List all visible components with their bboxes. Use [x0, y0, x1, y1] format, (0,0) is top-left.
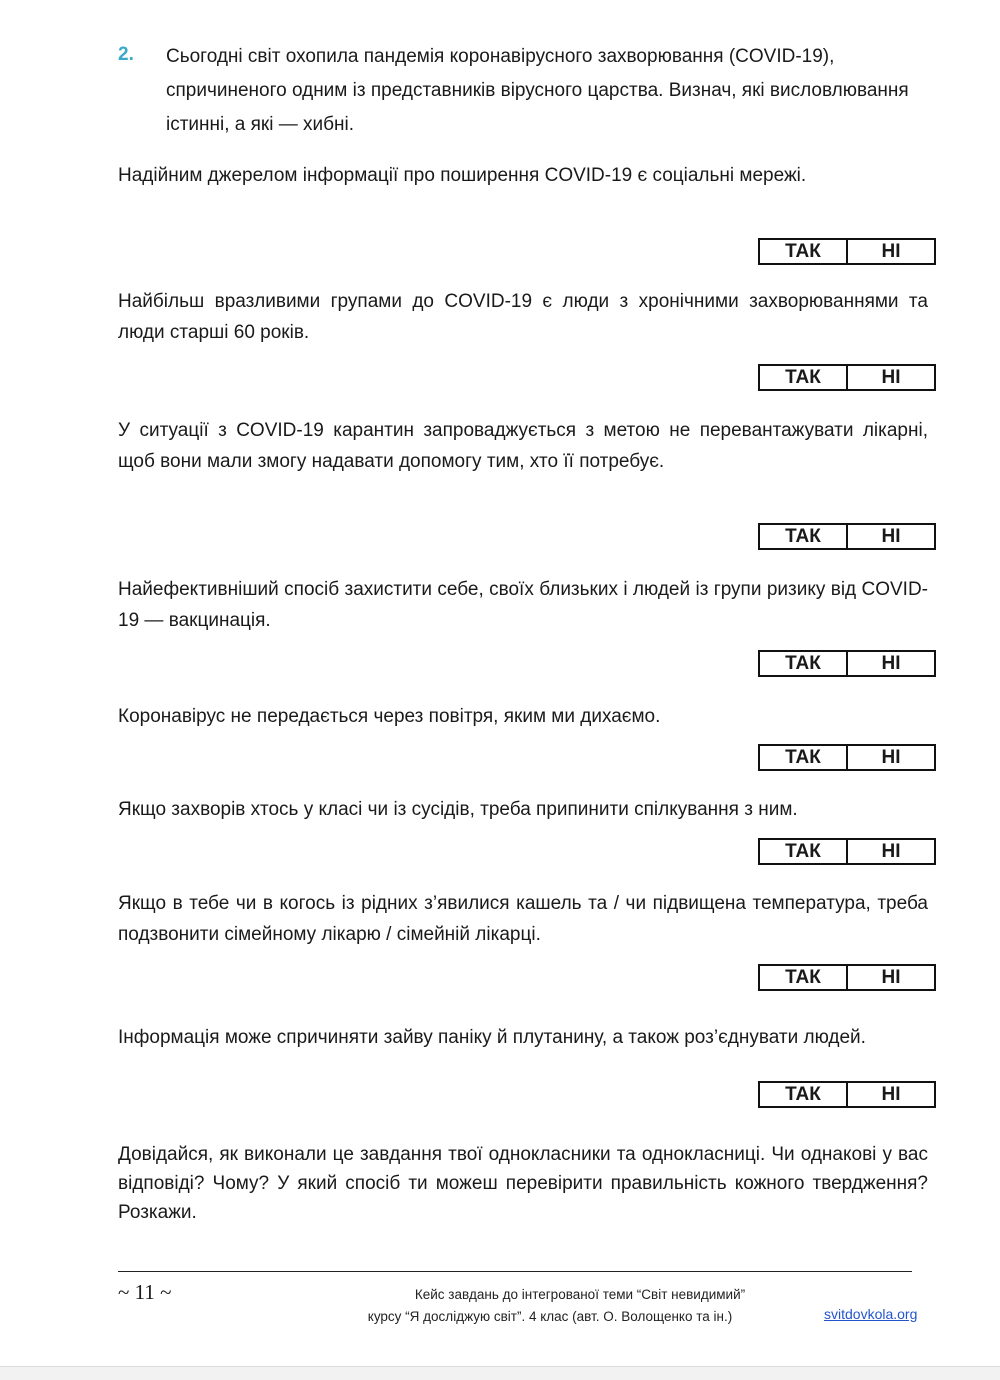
statement-7: Якщо в тебе чи в когось із рідних з’явилися кашель та / чи підвищена температура, треба подзвонити сімейному лікарю / сімейній лікарці. — [118, 893, 928, 945]
yes-option-5[interactable]: ТАК — [785, 746, 821, 768]
no-option-1[interactable]: НІ — [846, 240, 934, 263]
yes-option-4[interactable]: ТАК — [785, 652, 821, 674]
footer-caption — [300, 1284, 800, 1328]
yes-option-1[interactable]: ТАК — [785, 240, 821, 262]
answer-box-5 — [758, 744, 936, 771]
yes-option-8[interactable]: ТАК — [785, 1083, 821, 1105]
answer-box-2 — [758, 364, 936, 391]
statement-1: Надійним джерелом інформації про поширення COVID-19 є соціальні мережі. — [118, 165, 807, 186]
no-option-8[interactable]: НІ — [846, 1083, 934, 1106]
yes-option-7[interactable]: ТАК — [785, 966, 821, 988]
answer-box-6 — [758, 838, 936, 865]
statement-4: Найефективніший спосіб захистити себе, своїх близьких і людей із групи ризику від COVID-19 — вакцинація. — [118, 579, 928, 631]
task-number: 2. — [118, 44, 134, 65]
answer-box-7 — [758, 964, 936, 991]
no-option-6[interactable]: НІ — [846, 840, 934, 863]
site-link[interactable]: svitdovkola.org — [824, 1306, 918, 1322]
final-question: Довідайся, як виконали це завдання твої однокласники та однокласниці. Чи однакові у вас відповіді? Чому? У який спосіб ти можеш перевірити правильність кожного твердження? Розкажи. — [118, 1144, 928, 1223]
statement-2: Найбільш вразливими групами до COVID-19 є люди з хронічними захворюваннями та люди старші 60 років. — [118, 291, 928, 343]
answer-box-1 — [758, 238, 936, 265]
page-number: ~ 11 ~ — [118, 1280, 172, 1304]
statement-5: Коронавірус не передається через повітря, яким ми дихаємо. — [118, 706, 661, 727]
statement-6: Якщо захворів хтось у класі чи із сусідів, треба припинити спілкування з ним. — [118, 799, 798, 820]
answer-box-8 — [758, 1081, 936, 1108]
page-bottom-edge — [0, 1366, 1000, 1380]
footer-caption-line-2: курсу “Я досліджую світ”. 4 клас (авт. О. Волощенко та ін.) — [367, 1309, 733, 1324]
footer-caption-line-1: Кейс завдань до інтегрованої теми “Світ невидимий” — [414, 1287, 746, 1302]
no-option-2[interactable]: НІ — [846, 366, 934, 389]
statement-3: У ситуації з COVID-19 карантин запроваджується з метою не перевантажувати лікарні, щоб вони мали змогу надавати допомогу тим, хто її потребує. — [118, 420, 928, 472]
no-option-4[interactable]: НІ — [846, 652, 934, 675]
yes-option-3[interactable]: ТАК — [785, 525, 821, 547]
statement-8: Інформація може спричиняти зайву паніку й плутанину, а також роз’єднувати людей. — [118, 1027, 866, 1048]
answer-box-4 — [758, 650, 936, 677]
task-text: Сьогодні світ охопила пандемія коронавірусного захворювання (COVID-19), спричиненого одним із представників вірусного царства. Визнач, які висловлювання істинні, а які — хибні. — [166, 46, 909, 135]
no-option-5[interactable]: НІ — [846, 746, 934, 769]
no-option-3[interactable]: НІ — [846, 525, 934, 548]
yes-option-6[interactable]: ТАК — [785, 840, 821, 862]
task-header — [118, 40, 928, 142]
footer-divider — [118, 1271, 912, 1272]
yes-option-2[interactable]: ТАК — [785, 366, 821, 388]
no-option-7[interactable]: НІ — [846, 966, 934, 989]
answer-box-3 — [758, 523, 936, 550]
